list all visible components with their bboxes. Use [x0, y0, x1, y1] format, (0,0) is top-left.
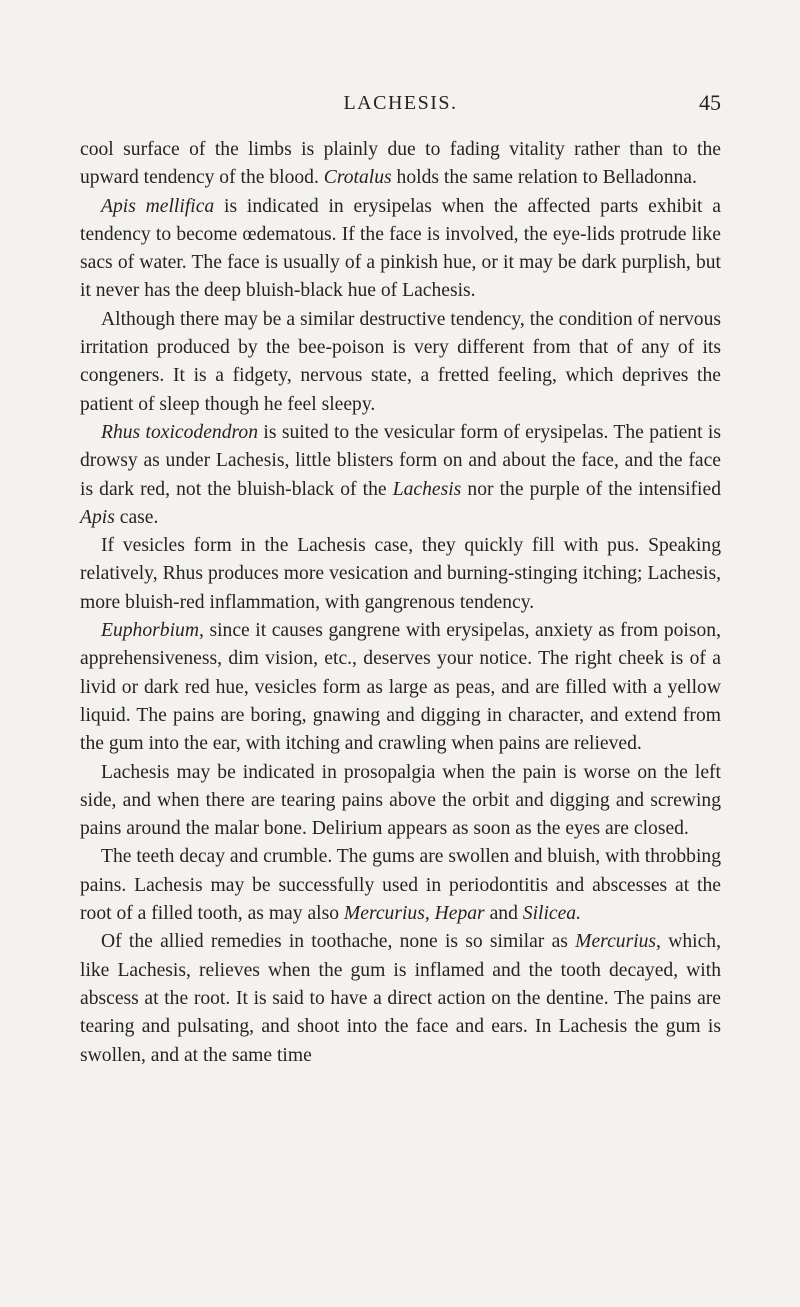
- paragraph-3: [80, 306, 721, 419]
- italic-text-run: Rhus toxicodendron: [101, 421, 259, 443]
- text-run: and: [484, 903, 523, 925]
- paragraph-7: [80, 759, 721, 844]
- italic-text-run: Crotalus: [323, 167, 392, 189]
- text-run: Lachesis may be indicated in prosopalgia when the pain is worse on the left side, and when there are tearing pains above the orbit and digging and screwing pains around the malar bone. Delirium appears as soon as the eyes are closed.: [80, 761, 721, 840]
- text-run: holds the same relation to Belladonna.: [391, 167, 697, 189]
- text-run: case.: [114, 506, 159, 528]
- paragraph-5: [80, 532, 721, 617]
- text-run: Of the allied remedies in toothache, none is so similar as: [101, 931, 576, 953]
- text-run: since it causes gangrene with erysipelas, anxiety as from poison, apprehensiveness, dim vision, etc., deserves your notice. The right cheek is of a livid or dark red hue, vesicles form as large as peas, and are filled with a yellow liquid. The pains are boring, gnawing and digging in character, and extend from the gum into the ear, with itching and crawling when pains are relieved.: [80, 620, 721, 755]
- italic-text-run: Mercurius,: [575, 931, 661, 953]
- paragraph-2: [80, 193, 721, 306]
- text-run: is indicated in erysipelas when the affected parts exhibit a tendency to become œdematous. If the face is involved, the eye-lids protrude like sacs of water. The face is usually of a pinkish hue, or it may be dark purplish, but it never has the deep bluish-black hue of Lachesis.: [80, 195, 721, 302]
- italic-text-run: Mercurius, Hepar: [343, 903, 485, 925]
- italic-text-run: Apis: [80, 506, 115, 528]
- paragraph-9: [80, 928, 721, 1069]
- text-run: If vesicles form in the Lachesis case, they quickly fill with pus. Speaking relatively, Rhus produces more vesication and burning-stinging itching; Lachesis, more bluish-red inflammation, with gangrenous tendency.: [80, 535, 721, 613]
- text-run: nor the purple of the intensified: [461, 478, 721, 500]
- italic-text-run: Apis mellifica: [101, 195, 215, 217]
- page-number: 45: [699, 90, 721, 115]
- text-run: The teeth decay and crumble. The gums are swollen and bluish, with throbbing pains. Lachesis may be successfully used in periodontitis and abscesses at the root of a filled tooth, as may also: [80, 846, 721, 925]
- text-run: is suited to the vesicular form of erysipelas. The patient is drowsy as under Lachesis, little blisters form on and about the face, and the face is dark red, not the bluish-black of the: [80, 421, 721, 500]
- paragraph-6: [80, 617, 721, 758]
- paragraph-1: [80, 136, 721, 193]
- body-text: [80, 136, 721, 1070]
- running-head: LACHESIS.: [343, 92, 458, 114]
- text-run: which, like Lachesis, relieves when the gum is inflamed and the tooth decayed, with abscess at the root. It is said to have a direct action on the dentine. The pains are tearing and pulsating, and shoot into the face and ears. In Lachesis the gum is swollen, and at the same time: [80, 931, 721, 1066]
- text-run: Although there may be a similar destructive tendency, the condition of nervous irritation produced by the bee-poison is very different from that of any of its congeners. It is a fidgety, nervous state, a fretted feeling, which deprives the patient of sleep though he feel sleepy.: [80, 308, 721, 415]
- text-run: cool surface of the limbs is plainly due to fading vitality rather than to the upward tendency of the blood.: [80, 139, 721, 189]
- paragraph-8: [80, 843, 721, 928]
- italic-text-run: Silicea.: [522, 903, 581, 925]
- page-header: [80, 92, 721, 122]
- paragraph-4: [80, 419, 721, 532]
- italic-text-run: Euphorbium,: [101, 620, 204, 642]
- italic-text-run: Lachesis: [392, 478, 462, 500]
